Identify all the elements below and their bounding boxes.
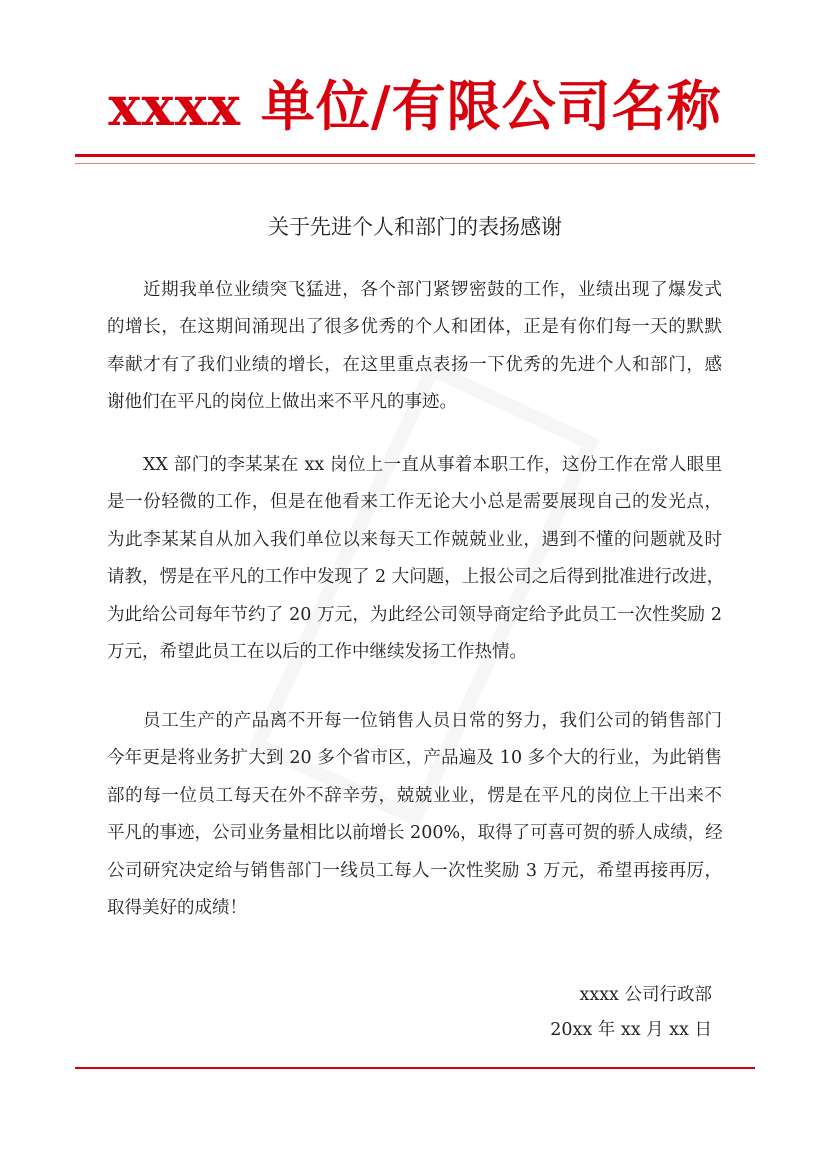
paragraph-3 — [107, 703, 722, 927]
paragraph-1 — [107, 272, 722, 422]
header-divider-thick — [75, 154, 755, 157]
text-line: 谢他们在平凡的岗位上做出来不平凡的事迹。 — [107, 392, 457, 413]
text-line: 近期我单位业绩突飞猛进，各个部门紧锣密鼓的工作，业绩出现了爆发式 — [143, 280, 722, 300]
paragraph-2 — [107, 447, 725, 671]
text-line: 取得美好的成绩！ — [107, 897, 247, 918]
text-line: 为此给公司每年节约了 20 万元，为此经公司领导商定给予此员工一次性奖励 2 — [107, 604, 722, 625]
text-line: 请教，愣是在平凡的工作中发现了 2 大问题，上报公司之后得到批准进行改进， — [107, 567, 725, 588]
text-line: 奉献才有了我们业绩的增长，在这里重点表扬一下优秀的先进个人和部门，感 — [107, 354, 722, 375]
text-line: 的增长，在这期间涌现出了很多优秀的个人和团体，正是有你们每一天的默默 — [107, 317, 722, 338]
document-title: 关于先进个人和部门的表扬感谢 — [268, 215, 562, 239]
text-line: 部的每一位员工每天在外不辞辛劳，兢兢业业，愣是在平凡的岗位上干出来不 — [107, 785, 722, 806]
footer-divider — [75, 1067, 755, 1069]
text-line: 是一份轻微的工作，但是在他看来工作无论大小总是需要展现自己的发光点， — [107, 492, 722, 513]
text-line: 员工生产的产品离不开每一位销售人员日常的努力，我们公司的销售部门 — [143, 711, 722, 731]
signature-date: 20xx 年 xx 月 xx 日 — [550, 1020, 712, 1040]
text-line: 今年更是将业务扩大到 20 多个省市区，产品遍及 10 多个大的行业，为此销售 — [107, 748, 722, 769]
text-line: 平凡的事迹，公司业务量相比以前增长 200%，取得了可喜可贺的骄人成绩，经 — [107, 823, 723, 844]
signature-department: xxxx 公司行政部 — [579, 985, 712, 1005]
text-line: 公司研究决定给与销售部门一线员工每人一次性奖励 3 万元，希望再接再厉， — [107, 860, 722, 881]
text-line: 为此李某某自从加入我们单位以来每天工作兢兢业业，遇到不懂的问题就及时 — [107, 529, 722, 550]
text-line: 万元，希望此员工在以后的工作中继续发扬工作热情。 — [107, 641, 527, 662]
company-name-header: xxxx 单位/有限公司名称 — [108, 74, 722, 138]
header-divider-thin — [75, 163, 755, 164]
text-line: XX 部门的李某某在 xx 岗位上一直从事着本职工作，这份工作在常人眼里 — [143, 455, 722, 475]
